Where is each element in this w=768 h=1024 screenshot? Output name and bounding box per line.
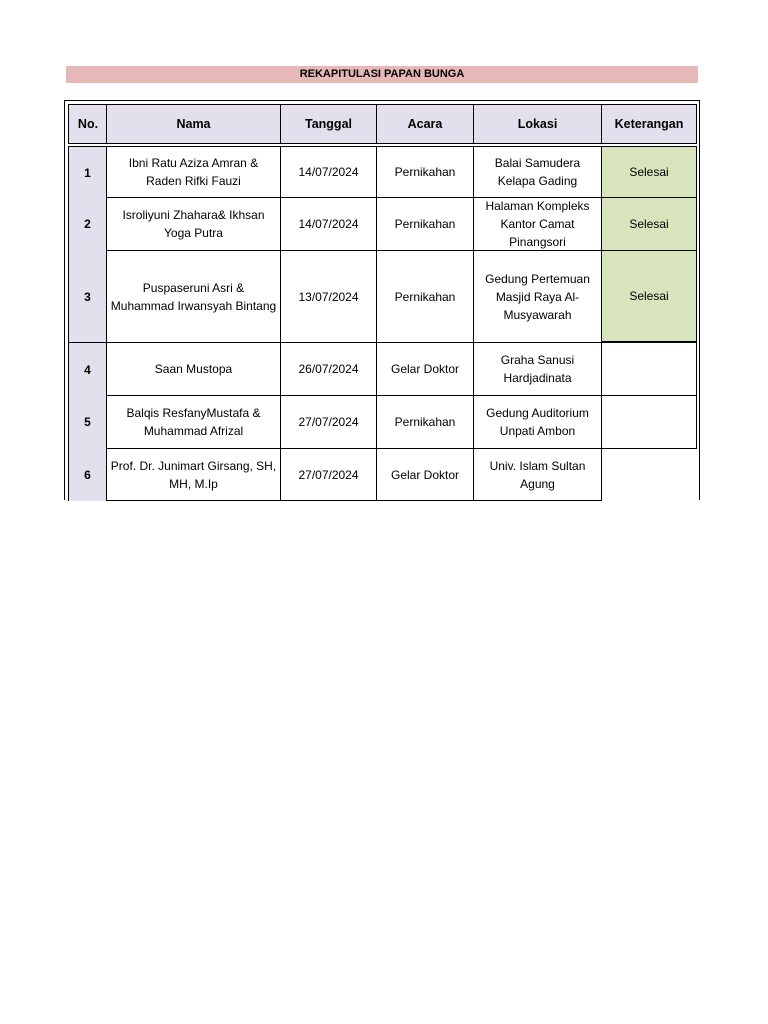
recap-table xyxy=(64,100,700,500)
document-title: REKAPITULASI PAPAN BUNGA xyxy=(66,66,698,83)
row-nama: Ibni Ratu Aziza Amran & Raden Rifki Fauzi xyxy=(106,146,281,198)
row-status xyxy=(601,395,697,449)
row-nama: Prof. Dr. Junimart Girsang, SH, MH, M.Ip xyxy=(106,448,281,501)
row-acara: Pernikahan xyxy=(376,197,474,251)
header-nama: Nama xyxy=(106,104,281,144)
row-tanggal: 27/07/2024 xyxy=(280,395,377,449)
row-nama: Puspaseruni Asri & Muhammad Irwansyah Bintang xyxy=(106,250,281,343)
row-tanggal: 26/07/2024 xyxy=(280,342,377,396)
row-tanggal: 14/07/2024 xyxy=(280,146,377,198)
row-no: 1 xyxy=(68,146,107,198)
row-nama: Balqis ResfanyMustafa & Muhammad Afrizal xyxy=(106,395,281,449)
header-tanggal: Tanggal xyxy=(280,104,377,144)
header-lokasi: Lokasi xyxy=(473,104,602,144)
row-tanggal: 13/07/2024 xyxy=(280,250,377,343)
row-lokasi: Univ. Islam Sultan Agung xyxy=(473,448,602,501)
row-acara: Gelar Doktor xyxy=(376,342,474,396)
row-tanggal: 14/07/2024 xyxy=(280,197,377,251)
row-lokasi: Halaman Kompleks Kantor Camat Pinangsori xyxy=(473,197,602,251)
row-acara: Pernikahan xyxy=(376,395,474,449)
row-lokasi: Graha Sanusi Hardjadinata xyxy=(473,342,602,396)
row-lokasi: Gedung Pertemuan Masjid Raya Al-Musyawarah xyxy=(473,250,602,343)
header-keterangan: Keterangan xyxy=(601,104,697,144)
header-acara: Acara xyxy=(376,104,474,144)
row-status: Selesai xyxy=(601,250,697,343)
row-no: 4 xyxy=(68,342,107,396)
row-no: 6 xyxy=(68,448,107,501)
row-nama: Isroliyuni Zhahara& Ikhsan Yoga Putra xyxy=(106,197,281,251)
row-status xyxy=(601,342,697,396)
row-no: 2 xyxy=(68,197,107,251)
row-nama: Saan Mustopa xyxy=(106,342,281,396)
row-acara: Pernikahan xyxy=(376,250,474,343)
row-no: 3 xyxy=(68,250,107,343)
row-acara: Gelar Doktor xyxy=(376,448,474,501)
row-status: Selesai xyxy=(601,197,697,251)
row-no: 5 xyxy=(68,395,107,449)
row-status: Selesai xyxy=(601,146,697,198)
row-status xyxy=(601,448,697,501)
header-no: No. xyxy=(68,104,108,144)
row-tanggal: 27/07/2024 xyxy=(280,448,377,501)
row-lokasi: Balai Samudera Kelapa Gading xyxy=(473,146,602,198)
row-acara: Pernikahan xyxy=(376,146,474,198)
row-lokasi: Gedung Auditorium Unpati Ambon xyxy=(473,395,602,449)
